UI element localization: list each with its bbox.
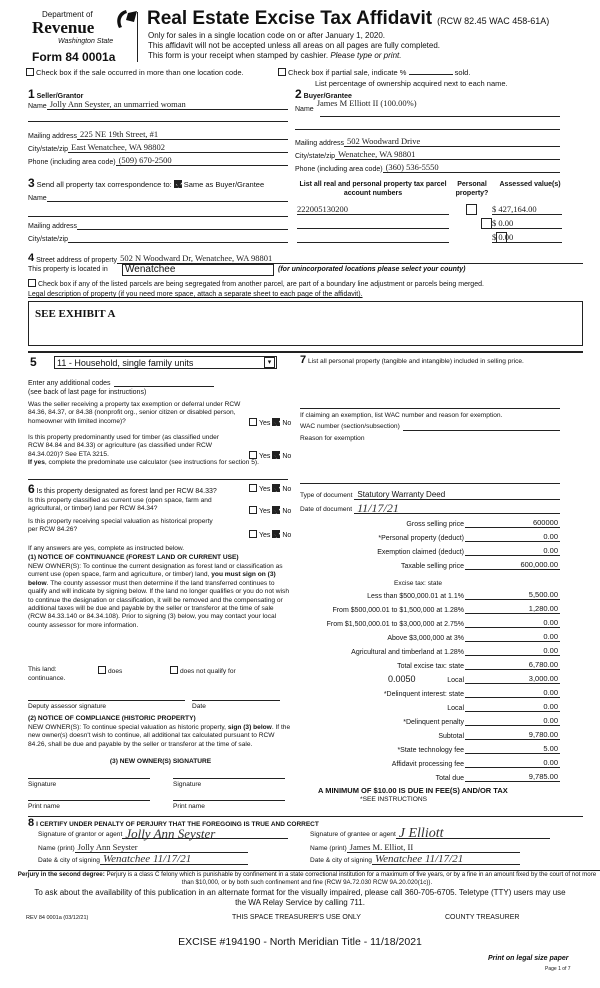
checkbox[interactable] xyxy=(26,68,34,76)
personal-property-label: 7 List all personal property (tangible and intangible) included in selling price. xyxy=(300,354,524,366)
yes-checkbox[interactable] xyxy=(249,418,257,426)
parcel-number-field[interactable]: 222005130200 xyxy=(297,204,449,215)
exemption-question: Was the seller receiving a property tax exemption or deferral under RCW 84.36, 84.37, or 84.38 (nonprofit org., senior citizen or disabled person, homeowner with limited income)? xyxy=(28,401,241,425)
taxable-selling-price-field: 600,000.00 xyxy=(465,560,560,570)
tax-row: Local 3,000.00 xyxy=(447,674,558,684)
section5-number: 5 xyxy=(30,355,37,369)
doc-date-row: Date of document 11/17/21 xyxy=(300,503,560,514)
tax-row: Subtotal 9,780.00 xyxy=(438,730,558,740)
additional-codes-field[interactable] xyxy=(114,378,214,387)
correspondence-heading: 3 Send all property tax correspondence to: Same as Buyer/Grantee xyxy=(28,176,265,190)
tax-row: *State technology fee 5.00 xyxy=(397,744,558,754)
county-treasurer-label: COUNTY TREASURER xyxy=(445,914,520,921)
seller-phone-field[interactable]: (509) 670-2500 xyxy=(116,155,288,166)
tax-row: Taxable selling price 600,000.00 xyxy=(400,560,558,570)
grantor-signature-row: Signature of grantor or agent Jolly Ann Seyster xyxy=(38,829,288,839)
notice-continuance-text: NEW OWNER(S): To continue the current designation as forest land or classification as current use (open space, farm and agriculture, or timber) land, you must sign on (3) below. The county assessor must then determine if the land transferred continues to qualify and will indicate by signing below. If the land no longer qualifies or you do not wish to continue the designation or classification, it will be removed and the compensating or additional taxes will be due and payable by the seller or transferor at the time of sale (RCW 84.33.140 or 84.34.108). Prior to signing (3) below, you may contact your local county assessor for more information. xyxy=(28,563,289,629)
parcel-col-header: List all real and personal property tax parcel account numbers xyxy=(299,181,447,197)
buyer-name-row: Name James M Elliott II (100.00%) xyxy=(295,103,560,113)
header-divider xyxy=(137,12,138,62)
exemption-claimed-field[interactable]: 0.00 xyxy=(465,546,560,556)
yes-checkbox[interactable] xyxy=(249,530,257,538)
page-number: Page 1 of 7 xyxy=(545,966,571,972)
assessed-value-field[interactable]: $ 0.00 xyxy=(492,232,562,243)
signature-label: Signature xyxy=(173,781,202,788)
personal-property-field[interactable] xyxy=(300,408,560,409)
tax-row: *Delinquent interest: state 0.00 xyxy=(383,688,558,698)
seller-mailing-row: Mailing address 225 NE 19th Street, #1 xyxy=(28,129,288,140)
forest-yes-no: Yes No xyxy=(249,484,291,493)
legal-description-label: Legal description of property (if you need more space, attach a separate sheet to each page of the affidavit). xyxy=(28,291,363,298)
correspondence-city-field[interactable] xyxy=(68,234,288,243)
see-instructions-note: *SEE INSTRUCTIONS xyxy=(360,796,428,803)
print-note: Print on legal size paper xyxy=(488,955,569,962)
tax-row: Above $3,000,000 at 3% 0.00 xyxy=(387,632,558,642)
buyer-name-line2[interactable] xyxy=(295,129,560,130)
seller-mailing-field[interactable]: 225 NE 19th Street, #1 xyxy=(77,129,288,140)
doc-date-field[interactable]: 11/17/21 xyxy=(354,503,560,514)
agency-line3: Washington State xyxy=(58,38,114,45)
wac-number-field[interactable] xyxy=(403,422,560,431)
section-divider xyxy=(28,479,288,480)
revenue-swoosh-icon xyxy=(112,8,138,32)
revision-label: REV 84 0001a (03/12/21) xyxy=(26,915,89,921)
agency-line2: Revenue xyxy=(32,18,95,37)
does-qualify-check[interactable]: does xyxy=(98,666,122,676)
no-checkbox[interactable] xyxy=(272,484,280,492)
buyer-city-field[interactable]: Wenatchee, WA 98801 xyxy=(335,149,560,160)
same-as-buyer-checkbox[interactable] xyxy=(174,180,182,188)
legal-description-field[interactable]: SEE EXHIBIT A xyxy=(28,301,583,346)
grantor-date-row: Date & city of signing Wenatchee 11/17/21 xyxy=(38,855,248,865)
chevron-down-icon[interactable]: ▾ xyxy=(264,357,275,368)
new-owner-signature-field[interactable] xyxy=(28,778,150,779)
buyer-heading: 2 Buyer/Grantee xyxy=(295,87,352,101)
grantee-date-row: Date & city of signing Wenatchee 11/17/21 xyxy=(310,855,520,865)
form-title xyxy=(147,8,549,30)
treasurer-use-label: THIS SPACE TREASURER'S USE ONLY xyxy=(232,914,361,921)
form-number: Form 84 0001a xyxy=(32,50,116,64)
reason-field[interactable] xyxy=(300,483,560,484)
correspondence-mailing-row: Mailing address xyxy=(28,221,288,230)
timber-yes-no: Yes No xyxy=(249,451,291,460)
if-yes-note: If any answers are yes, complete as instructed below. xyxy=(28,545,185,552)
seller-city-field[interactable]: East Wenatchee, WA 98802 xyxy=(68,142,288,153)
checkbox[interactable] xyxy=(98,666,106,674)
agency-line1: Department of xyxy=(42,10,93,19)
parcel-number-field[interactable] xyxy=(297,218,449,229)
timber-question: Is this property predominantly used for timber (as classified under RCW 84.84 and 84.33) or agriculture (as classified under RCW 84.34.020)? See ETA 3215. xyxy=(28,434,219,458)
checkbox[interactable] xyxy=(170,666,178,674)
multi-location-check[interactable]: Check box if the sale occurred in more than one location code. xyxy=(26,68,244,77)
tax-row: *Personal property (deduct) 0.00 xyxy=(378,532,558,542)
current-use-question: Is this property classified as current use (open space, farm and agricultural, or timber) land per RCW 84.34? xyxy=(28,497,212,513)
parcel-number-field[interactable] xyxy=(297,232,449,243)
deputy-date-field[interactable] xyxy=(192,700,280,701)
no-checkbox[interactable] xyxy=(272,451,280,459)
seller-name-row: Name Jolly Ann Seyster, an unmarried woman xyxy=(28,99,288,110)
yes-checkbox[interactable] xyxy=(249,484,257,492)
tax-row: Local 0.00 xyxy=(447,702,558,712)
section-divider xyxy=(28,351,583,353)
grantee-name-row: Name (print) James M. Elliot, II xyxy=(310,842,520,853)
total-due-field: 9,785.00 xyxy=(465,772,560,782)
buyer-city-row: City/state/zip Wenatchee, WA 98801 xyxy=(295,149,560,160)
grantor-date-field[interactable]: Wenatchee 11/17/21 xyxy=(100,855,248,865)
seller-name-field[interactable]: Jolly Ann Seyster, an unmarried woman xyxy=(47,99,288,110)
exemption-note: If claiming an exemption, list WAC number and reason for exemption. xyxy=(300,412,503,419)
checkbox[interactable] xyxy=(278,68,286,76)
personal-property-checkbox[interactable] xyxy=(481,218,492,229)
doc-type-field[interactable]: Statutory Warranty Deed xyxy=(354,490,560,500)
new-owner-signature-title: (3) NEW OWNER(S) SIGNATURE xyxy=(109,758,212,765)
yes-checkbox[interactable] xyxy=(249,451,257,459)
timber-note: If yes, complete the predominate use calculator (see instructions for section 5). xyxy=(28,459,259,466)
header-note-2: This affidavit will not be accepted unless all areas on all pages are fully completed. xyxy=(148,41,441,50)
correspondence-name-line2[interactable] xyxy=(28,216,288,217)
notice-compliance-text: NEW OWNER(S): To continue special valuation as historic property, sign (3) below. If the new owner(s) doesn't wish to continue, all additional tax calculated pursuant to RCW 84.26, shall be due and payable by the seller or transferor at the time of sale. xyxy=(28,724,291,748)
tax-row: From $1,500,000.01 to $3,000,000 at 2.75% 0.00 xyxy=(326,618,558,628)
land-use-value: 11 - Household, single family units xyxy=(57,357,194,368)
continuance-label: continuance. xyxy=(28,675,66,682)
exemption-yes-no: Yes No xyxy=(249,418,291,427)
no-checkbox[interactable] xyxy=(272,418,280,426)
title-citation: (RCW 82.45 WAC 458-61A) xyxy=(437,16,550,26)
print-name-label: Print name xyxy=(28,803,60,810)
header-note-3: This form is your receipt when stamped by cashier. Please type or print. xyxy=(148,51,402,60)
deputy-date-label: Date xyxy=(192,703,206,710)
seller-city-row: City/state/zip East Wenatchee, WA 98802 xyxy=(28,142,288,153)
tax-row: Agricultural and timberland at 1.28% 0.00 xyxy=(351,646,558,656)
correspondence-name-field[interactable] xyxy=(47,193,288,202)
grantee-signature-row: Signature of grantee or agent J Elliott xyxy=(310,829,550,839)
tax-row: From $500,000.01 to $1,500,000 at 1.28% 1,280.00 xyxy=(332,604,558,614)
new-owner-print-field[interactable] xyxy=(28,800,150,801)
assessed-value-field[interactable]: $ 427,164.00 xyxy=(492,204,562,215)
wac-row: WAC number (section/subsection) xyxy=(300,422,560,431)
this-land-label: This land: xyxy=(28,666,57,673)
alt-format-notice: To ask about the availability of this publication in an alternate format for the visually impaired, please call 360-705-6705. Teletype (TTY) users may use the WA Relay Service by calling 711. xyxy=(34,888,566,907)
personal-property-checkbox[interactable] xyxy=(466,204,477,215)
tax-row: Exemption claimed (deduct) 0.00 xyxy=(377,546,558,556)
additional-codes-row: Enter any additional codes xyxy=(28,378,288,387)
minimum-fee-note: A MINIMUM OF $10.00 IS DUE IN FEE(S) AND/OR TAX xyxy=(318,786,508,795)
signature-label: Signature xyxy=(28,781,57,788)
grantor-name-row: Name (print) Jolly Ann Seyster xyxy=(38,842,248,853)
historical-yes-no: Yes No xyxy=(249,530,291,539)
reason-label: Reason for exemption xyxy=(300,435,365,442)
seller-name-line2[interactable] xyxy=(28,121,288,122)
correspondence-city-row: City/state/zip xyxy=(28,234,288,243)
tax-row: Less than $500,000.01 at 1.1% 5,500.00 xyxy=(367,590,558,600)
correspondence-name-row: Name xyxy=(28,193,288,202)
grantor-name-field[interactable]: Jolly Ann Seyster xyxy=(75,842,248,853)
correspondence-mailing-field[interactable] xyxy=(77,221,288,230)
yes-checkbox[interactable] xyxy=(249,506,257,514)
property-street-row: 4 Street address of property 502 N Woodward Dr, Wenatchee, WA 98801 xyxy=(28,252,583,264)
seller-heading: 1 Seller/Grantor xyxy=(28,87,84,101)
personal-col-header: Personal property? xyxy=(455,181,489,197)
does-not-qualify-check[interactable]: does not qualify for xyxy=(170,666,236,676)
ownership-note: List percentage of ownership acquired next to each name. xyxy=(315,79,508,88)
grantor-signature-field[interactable]: Jolly Ann Seyster xyxy=(122,829,288,839)
local-rate: 0.0050 xyxy=(388,674,416,684)
assessed-value-field[interactable]: $ 0.00 xyxy=(492,218,562,229)
current-use-yes-no: Yes No xyxy=(249,506,291,515)
gross-selling-price-field[interactable]: 600000 xyxy=(465,518,560,528)
no-checkbox[interactable] xyxy=(272,506,280,514)
historical-question: Is this property receiving special valuation as historical property per RCW 84.26? xyxy=(28,518,213,534)
doc-type-row: Type of document Statutory Warranty Deed xyxy=(300,490,560,500)
buyer-mailing-field[interactable]: 502 Woodward Drive xyxy=(344,136,560,147)
buyer-mailing-row: Mailing address 502 Woodward Drive xyxy=(295,136,560,147)
buyer-name-field[interactable]: James M Elliott II (100.00%) xyxy=(316,98,417,108)
title-text: Real Estate Excise Tax Affidavit xyxy=(147,8,433,29)
checkbox[interactable] xyxy=(28,279,36,287)
segregated-check[interactable]: Check box if any of the listed parcels are being segregated from another parcel, are part of a boundary line adjustment or parcels being merged. xyxy=(28,279,484,288)
buyer-phone-row: Phone (including area code) (360) 536-5550 xyxy=(295,162,560,173)
grantee-name-field[interactable]: James M. Elliot, II xyxy=(347,842,520,853)
located-in-label: This property is located in xyxy=(28,266,108,273)
personal-property-deduct-field[interactable]: 0.00 xyxy=(465,532,560,542)
partial-sale-check[interactable]: Check box if partial sale, indicate % sold. xyxy=(278,68,470,77)
excise-tax-state-heading: Excise tax: state xyxy=(394,580,443,587)
tax-row: Total excise tax: state 6,780.00 xyxy=(397,660,558,670)
deputy-signature-field[interactable] xyxy=(28,700,185,701)
new-owner-signature-field[interactable] xyxy=(173,778,285,779)
grantee-date-field[interactable]: Wenatchee 11/17/21 xyxy=(372,855,520,865)
tax-row: *Delinquent penalty 0.00 xyxy=(403,716,558,726)
forest-land-question: 6 Is this property designated as forest land per RCW 84.33? xyxy=(28,482,217,496)
partial-percent-field[interactable] xyxy=(409,74,453,75)
new-owner-print-field[interactable] xyxy=(173,800,285,801)
no-checkbox[interactable] xyxy=(272,530,280,538)
header-note-1: Only for sales in a single location code on or after January 1, 2020. xyxy=(148,31,386,40)
deputy-signature-label: Deputy assessor signature xyxy=(28,703,107,710)
buyer-name-line1 xyxy=(320,116,560,117)
print-name-label: Print name xyxy=(173,803,205,810)
perjury-notice: Perjury in the second degree: Perjury is a class C felony which is punishable by confinement in a state correctional institution for a maximum of five years, or by a fine in an amount fixed by the court of not more than $10,000, or by both such confinement and fine (RCW 9A.72.030 RCW 9A.20.020(1c)). xyxy=(17,871,597,886)
property-street-field[interactable]: 502 N Woodward Dr, Wenatchee, WA 98801 xyxy=(117,253,583,264)
seller-phone-row: Phone (including area code) (509) 670-2500 xyxy=(28,155,288,166)
notice-compliance-title: (2) NOTICE OF COMPLIANCE (HISTORIC PROPERTY) xyxy=(28,715,196,722)
grantee-signature-field[interactable]: J Elliott xyxy=(396,829,550,839)
buyer-phone-field[interactable]: (360) 536-5550 xyxy=(383,162,560,173)
tax-row: Affidavit processing fee 0.00 xyxy=(391,758,558,768)
located-in-note: (for unincorporated locations please select your county) xyxy=(278,266,466,273)
assessed-col-header: Assessed value(s) xyxy=(499,181,561,188)
land-use-dropdown[interactable] xyxy=(54,356,277,369)
additional-codes-note: (see back of last page for instructions) xyxy=(28,389,147,396)
certify-heading: 8 I CERTIFY UNDER PENALTY OF PERJURY THAT THE FOREGOING IS TRUE AND CORRECT xyxy=(28,817,319,829)
excise-stamp: EXCISE #194190 - North Meridian Title - 11/18/2021 xyxy=(178,936,422,948)
tax-row: Gross selling price 600000 xyxy=(406,518,558,528)
notice-continuance-title: (1) NOTICE OF CONTINUANCE (FOREST LAND OR CURRENT USE) xyxy=(28,554,239,561)
tax-row: Total due 9,785.00 xyxy=(435,772,558,782)
located-in-field[interactable]: Wenatchee xyxy=(122,264,274,276)
